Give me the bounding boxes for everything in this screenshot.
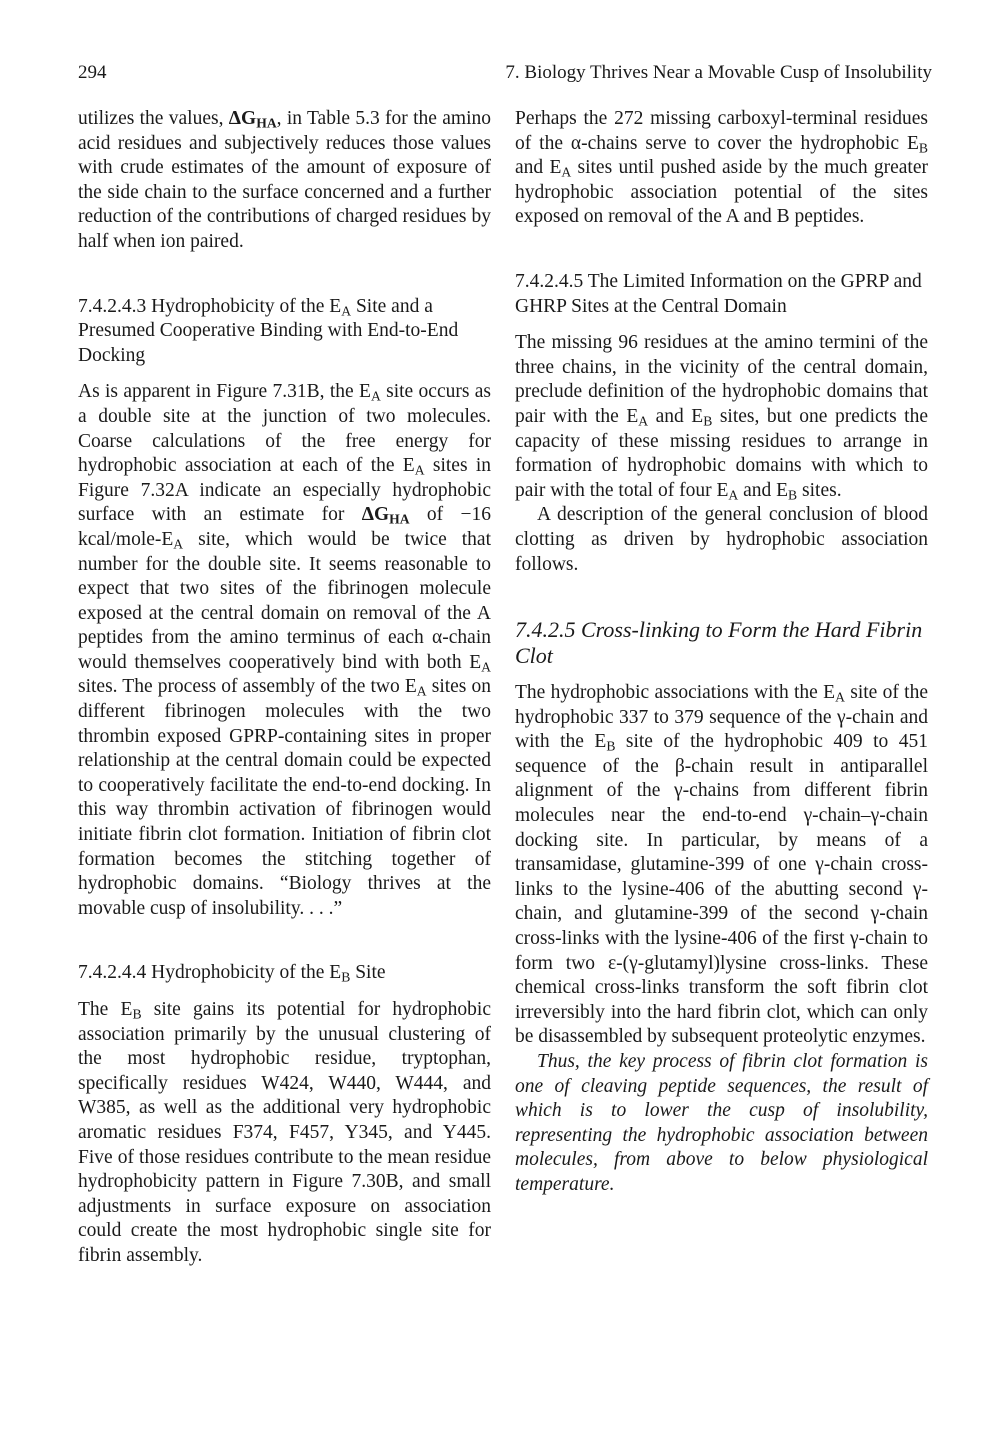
section-heading-7-4-2-4-3: 7.4.2.4.3 Hydrophobicity of the $E_A$ Site and a Presumed Cooperative Binding with End-to-End Docking bbox=[78, 295, 459, 366]
paragraph-ea-site: As is apparent in Figure 7.31B, the $E_A$ site occurs as a double site at the junction of two molecules. Coarse calculations of the free energy for hydrophobic association at each of the $E_A$ sites in Figure 7.32A indicate an especially hydrophobic surface with an estimate for $\Delta G_{HA}$ of −16 kcal/$mole-E_A$ site, which would be twice that number for the double site. It seems reasonable to expect that two sites of the fibrinogen molecule exposed at the central domain on removal of the A peptides from the amino terminus of each α-chain would themselves cooperatively bind with both $E_A$ sites. The process of assembly of the two $E_A$ sites on different fibrinogen molecules with the two thrombin exposed GPRP-containing sites in proper relationship at the central domain could be expected to cooperatively facilitate the end-to-end docking. In this way thrombin activation of fibrinogen would initiate fibrin clot formation. Initiation of fibrin clot formation becomes the stitching together of hydrophobic domains. “Biology thrives at the movable cusp of insolubility. . . .” bbox=[78, 381, 492, 919]
paragraph-cross-linking: The hydrophobic associations with the $E_A$ site of the hydrophobic 337 to 379 sequence of the γ-chain and with the $E_B$ site of the hydrophobic 409 to 451 sequence of the β-chain result in antiparallel alignment of the γ-chains from different fibrin molecules near the end-to-end γ-chain–γ-chain docking site. In particular, by means of a transamidase, glutamine-399 of one γ-chain cross-links to the lysine-406 of the abutting second γ-chain, and glutamine-399 of the second γ-chain cross-links with the lysine-406 of the first γ-chain to form two ε-(γ-glutamyl)lysine cross-links. These chemical cross-links transform the soft fibrin clot irreversibly into the hard fibrin clot, which can only be disassembled by subsequent proteolytic enzymes. bbox=[515, 682, 928, 1048]
paragraph-continued: utilizes the values, $\Delta G_{HA}$, in Table 5.3 for the amino acid residues and subjectively reduces those values with crude estimates of the amount of exposure of the side chain to the surface concerned and a further reduction of the contributions of charged residues by half when ion paired. bbox=[78, 108, 491, 252]
paragraph-missing-residues: The missing 96 residues at the amino termini of the three chains, in the vicinity of the central domain, preclude definition of the hydrophobic domains that pair with the $E_A$ and $E_B$ sites, but one predicts the capacity of these missing residues to arrange in formation of hydrophobic domains with which to pair with the total of four $E_A$ and $E_B$ sites. bbox=[515, 332, 929, 503]
running-title: 7. Biology Thrives Near a Movable Cusp of Insolubility bbox=[505, 62, 932, 83]
right-column bbox=[515, 107, 928, 1198]
page-header bbox=[78, 60, 932, 86]
section-heading-7-4-2-4-4: 7.4.2.4.4 Hydrophobicity of the $E_B$ Site bbox=[78, 962, 386, 985]
paragraph-continued-right: Perhaps the 272 missing carboxyl-terminal residues of the α-chains serve to cover the hydrophobic $E_B$ and $E_A$ sites until pushed aside by the much greater hydrophobic association potential of the sites exposed on removal of the A and B peptides. bbox=[515, 108, 928, 228]
paragraph-conclusion: Thus, the key process of fibrin clot formation is one of cleaving peptide sequences, the result of which is to lower the cusp of insolubility, representing the hydrophobic association between molecules, from above to below physiological temperature. bbox=[515, 1051, 928, 1195]
section-heading-7-4-2-5: 7.4.2.5 Cross-linking to Form the Hard Fibrin Clot bbox=[515, 617, 923, 669]
paragraph-eb-site: The $E_B$ site gains its potential for hydrophobic association primarily by the unusual clustering of the most hydrophobic residue, tryptophan, specifically residues W424, W440, W444, and W385, as well as the additional very hydrophobic aromatic residues F374, F457, Y345, and Y445. Five of those residues contribute to the mean residue hydrophobicity pattern in Figure 7.30B, and small adjustments in surface exposure on association could create the most hydrophobic single site for fibrin assembly. bbox=[78, 999, 491, 1266]
section-heading-7-4-2-4-5: 7.4.2.4.5 The Limited Information on the GPRP and GHRP Sites at the Central Domain bbox=[515, 270, 922, 317]
paragraph-description: A description of the general conclusion of blood clotting as driven by hydrophobic association follows. bbox=[515, 504, 928, 575]
page-number: 294 bbox=[78, 62, 107, 83]
left-column bbox=[78, 107, 491, 1269]
